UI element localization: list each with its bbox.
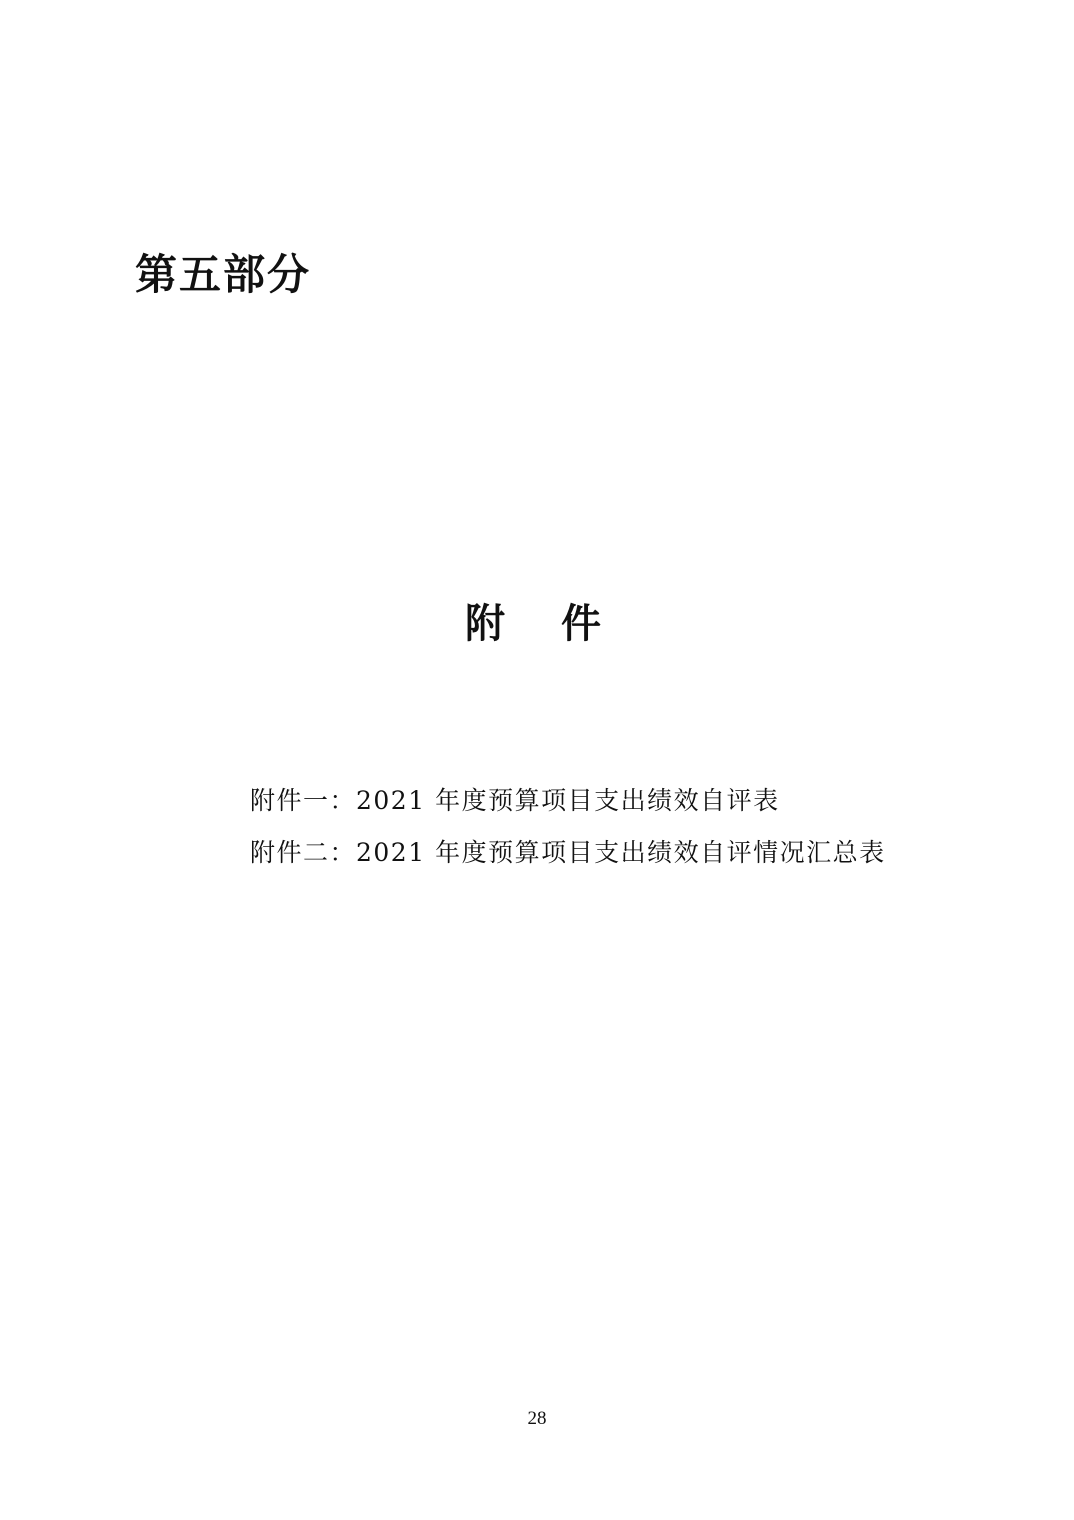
section-heading: 附 件	[465, 601, 609, 647]
list-item: 附件二：2021 年度预算项目支出绩效自评情况汇总表	[250, 838, 886, 867]
attachment-list	[250, 775, 970, 879]
page-number: 28	[527, 1408, 547, 1429]
part-title: 第五部分	[135, 250, 312, 299]
list-item: 附件一：2021 年度预算项目支出绩效自评表	[250, 786, 780, 815]
